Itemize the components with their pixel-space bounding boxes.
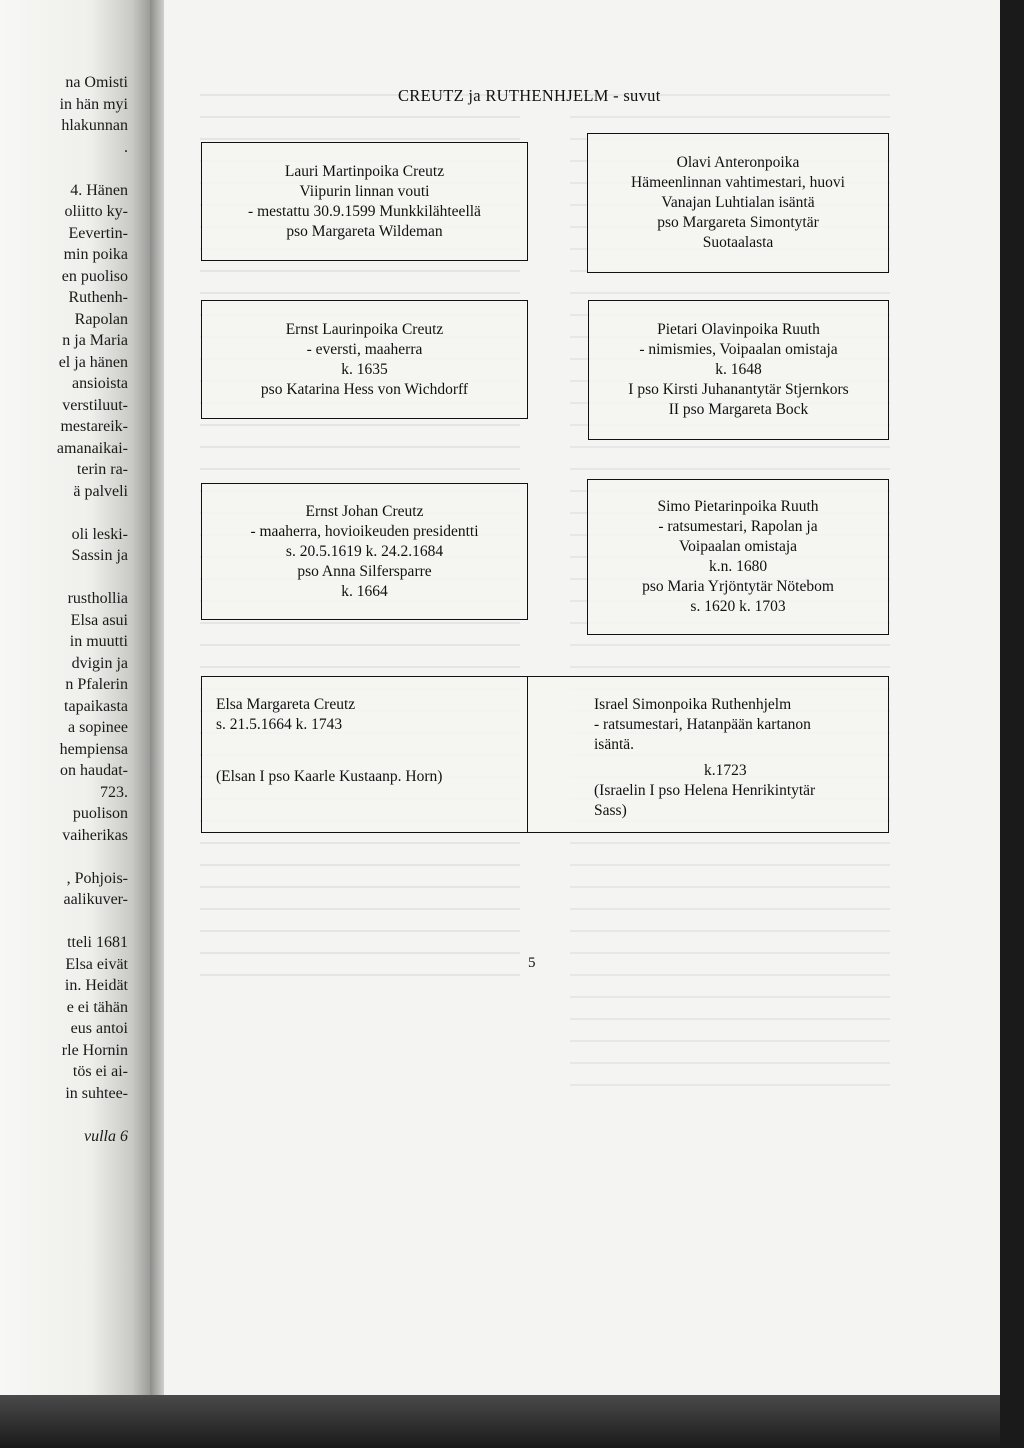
box-olavi-anteronpoika (587, 133, 889, 273)
left-column-line: Ruthenh- (68, 289, 128, 306)
box-line: k.1723 (704, 762, 747, 779)
box-line: pso Anna Silfersparre (297, 562, 432, 580)
left-column-line: on haudat- (60, 762, 128, 779)
left-column-line: na Omisti (65, 74, 128, 91)
box-line: Israel Simonpoika Ruthenhjelm (594, 696, 792, 713)
box-line: pso Margareta Wildeman (286, 222, 443, 240)
left-column-line: 4. Hänen (70, 181, 128, 199)
box-line: s. 1620 k. 1703 (690, 598, 786, 615)
box-line: k.n. 1680 (708, 558, 768, 575)
left-column-line: vaiherikas (62, 826, 128, 844)
left-column-line: ä palveli (73, 482, 128, 500)
left-column-line: oliitto ky- (64, 203, 128, 220)
box-line: Lauri Martinpoika Creutz (284, 162, 445, 180)
box-line: k. 1635 (341, 360, 388, 378)
left-column-line: Eevertin- (68, 224, 128, 242)
left-column-line: n ja Maria (62, 332, 128, 349)
box-line: Suotaalasta (702, 234, 774, 251)
box-line: Olavi Anteronpoika (676, 154, 800, 171)
scan-bottom-edge (0, 1395, 1024, 1448)
left-column-line (0, 911, 128, 933)
box-israel-ruthenhjelm (527, 676, 889, 833)
left-column-line: in muutti (69, 633, 128, 650)
box-lauri-creutz (201, 142, 528, 261)
left-column-line: min poika (63, 246, 128, 263)
left-column-line: hempiensa (59, 740, 128, 758)
box-line: pso Maria Yrjöntytär Nötebom (642, 578, 834, 595)
left-column-line: n Pfalerin (65, 676, 128, 693)
left-column-line (0, 846, 128, 868)
box-line: - eversti, maaherra (306, 340, 423, 358)
box-line: Pietari Olavinpoika Ruuth (657, 321, 820, 338)
left-column-line (0, 158, 128, 180)
left-column-line: tteli 1681 (67, 934, 128, 951)
box-line: Simo Pietarinpoika Ruuth (657, 498, 819, 515)
scan-right-edge (1000, 0, 1024, 1448)
left-column-line: oli leski- (71, 525, 128, 543)
box-simo-pietarinpoika-ruuth (587, 479, 889, 635)
book-gutter (150, 0, 164, 1395)
left-column-line: vulla 6 (84, 1127, 128, 1145)
box-line: k. 1648 (715, 361, 762, 378)
left-column-line: rusthollia (67, 590, 128, 607)
left-column-line: Sassin ja (71, 547, 128, 564)
left-column-line: en puoliso (61, 267, 128, 285)
left-column-line: aalikuver- (63, 891, 128, 908)
box-line: Vanajan Luhtialan isäntä (661, 194, 815, 211)
box-line: Ernst Laurinpoika Creutz (285, 320, 444, 338)
left-column-line: mestareik- (60, 418, 128, 435)
left-column-line: tapaikasta (64, 697, 128, 715)
left-column-line: . (124, 138, 128, 156)
box-line: pso Margareta Simontytär (657, 214, 819, 231)
box-line: - ratsumestari, Hatanpään kartanon (594, 716, 811, 733)
box-line: (Elsan I pso Kaarle Kustaanp. Horn) (216, 768, 443, 785)
left-column-line (0, 1104, 128, 1126)
box-line (216, 735, 527, 753)
left-column-line: amanaikai- (56, 439, 128, 457)
box-line: II pso Margareta Bock (668, 401, 809, 418)
left-column-line: a sopinee (68, 719, 128, 736)
left-column-line: , Pohjois- (66, 869, 128, 887)
left-column-line: ansioista (72, 375, 128, 392)
box-line: pso Katarina Hess von Wichdorff (260, 380, 469, 398)
left-column-line: rle Hornin (61, 1041, 128, 1059)
left-column-line: e ei tähän (66, 998, 128, 1016)
box-line: Viipurin linnan vouti (299, 182, 430, 200)
box-line: s. 20.5.1619 k. 24.2.1684 (285, 542, 444, 560)
box-line: Voipaalan omistaja (678, 538, 798, 555)
box-ernst-laurinpoika-creutz (201, 300, 528, 419)
box-line: Sass) (594, 802, 627, 819)
box-line: isäntä. (594, 736, 635, 753)
left-column-line: el ja hänen (58, 353, 128, 371)
left-column-line: in hän myi (59, 95, 128, 113)
box-line: k. 1664 (341, 582, 388, 600)
box-line: - nimismies, Voipaalan omistaja (639, 341, 838, 358)
left-column-line (0, 502, 128, 524)
box-line: - ratsumestari, Rapolan ja (658, 518, 818, 535)
left-column-line: tös ei ai- (72, 1063, 128, 1080)
box-line: Ernst Johan Creutz (305, 502, 424, 520)
box-line: Hämeenlinnan vahtimestari, huovi (631, 174, 845, 191)
box-pietari-olavinpoika-ruuth (588, 300, 889, 440)
left-column-line: eus antoi (70, 1020, 128, 1037)
left-column-line: Elsa asui (70, 611, 128, 629)
left-column-line: verstiluut- (62, 396, 128, 414)
left-column-line: puolison (72, 805, 128, 822)
box-elsa-margareta-creutz (201, 676, 528, 833)
left-column-line: dvigin ja (71, 654, 128, 672)
left-column-line: in. Heidät (64, 977, 128, 994)
box-line: I pso Kirsti Juhanantytär Stjernkors (628, 381, 849, 398)
left-column-line: hlakunnan (61, 117, 128, 134)
box-line: - maaherra, hovioikeuden presidentti (250, 522, 479, 540)
box-line: Elsa Margareta Creutz (216, 696, 356, 713)
left-column-line: 723. (100, 783, 128, 801)
page-number: 5 (528, 955, 536, 971)
left-column-line: Rapolan (74, 310, 128, 328)
page-title: CREUTZ ja RUTHENHJELM - suvut (398, 86, 661, 105)
left-column-line: in suhtee- (65, 1084, 128, 1102)
left-column-line: Elsa eivät (65, 955, 128, 973)
box-line: s. 21.5.1664 k. 1743 (216, 716, 343, 733)
box-ernst-johan-creutz (201, 483, 528, 620)
left-column-line (0, 567, 128, 589)
left-column-line: terin ra- (76, 461, 128, 478)
box-line: - mestattu 30.9.1599 Munkkilähteellä (248, 202, 481, 220)
box-line: (Israelin I pso Helena Henrikintytär (594, 782, 816, 799)
left-column-text (0, 72, 128, 1147)
